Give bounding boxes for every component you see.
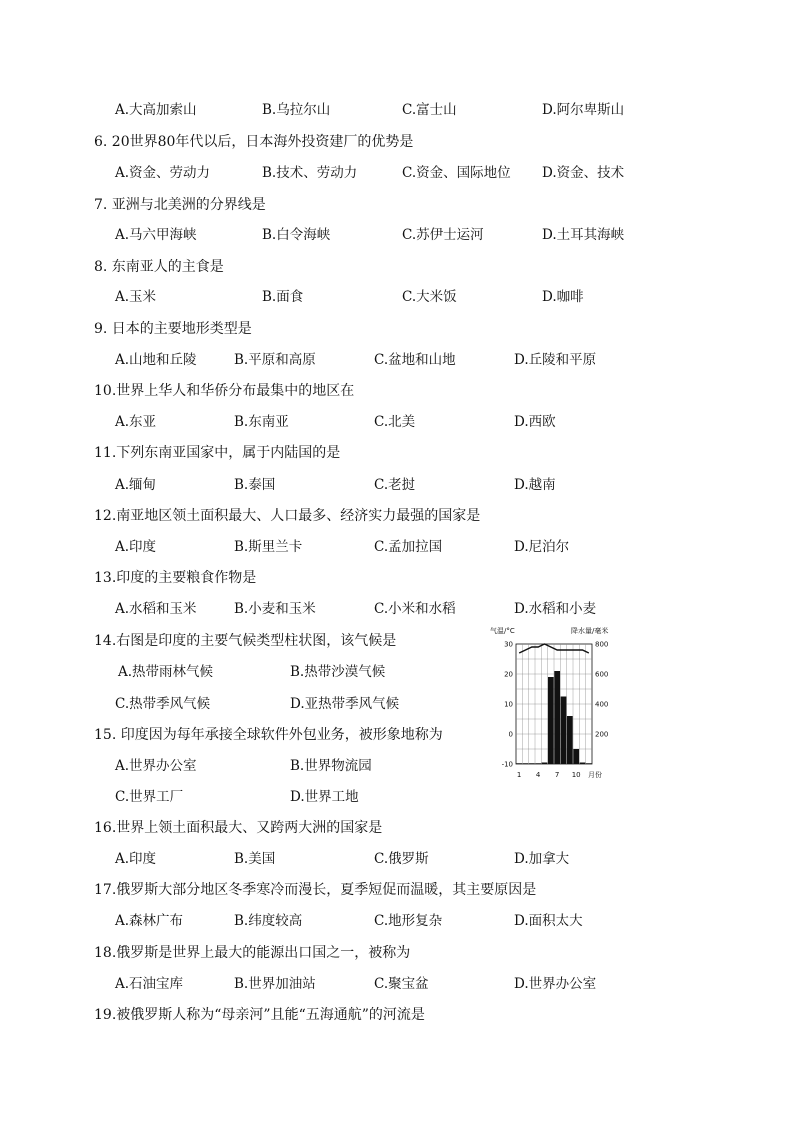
- precipitation-bar: [529, 763, 535, 764]
- q7-option-a: A.马六甲海峡: [115, 227, 197, 243]
- q10-option-b: B.东南亚: [234, 414, 289, 430]
- temperature-tick-label: 20: [504, 670, 513, 679]
- q6-option-c: C.资金、国际地位: [402, 165, 511, 181]
- q5-option-b: B.乌拉尔山: [262, 102, 331, 118]
- question-19-stem: 19.被俄罗斯人称为“母亲河”且能“五海通航”的河流是: [94, 1007, 425, 1023]
- q10-option-a: A.东亚: [115, 414, 157, 430]
- q16-option-d: D.加拿大: [514, 851, 570, 867]
- q8-option-d: D.咖啡: [542, 289, 584, 305]
- question-16-stem: 16.世界上领土面积最大、又跨两大洲的国家是: [94, 820, 383, 836]
- q6-option-d: D.资金、技术: [542, 165, 625, 181]
- q14-option-a: A.热带雨林气候: [118, 664, 214, 680]
- question-18-stem: 18.俄罗斯是世界上最大的能源出口国之一，被称为: [94, 945, 411, 961]
- precipitation-bar: [586, 763, 592, 764]
- temperature-tick-label: 10: [504, 700, 513, 709]
- q11-option-a: A.缅甸: [115, 477, 157, 493]
- question-13-stem: 13.印度的主要粮食作物是: [94, 570, 257, 586]
- q15-option-d: D.世界工地: [290, 789, 359, 805]
- precipitation-bar: [573, 749, 579, 764]
- q12-option-d: D.尼泊尔: [514, 539, 570, 555]
- q18-option-c: C.聚宝盆: [374, 976, 429, 992]
- q13-option-b: B.小麦和玉米: [234, 601, 316, 617]
- q7-option-b: B.白令海峡: [262, 227, 331, 243]
- q9-option-b: B.平原和高原: [234, 352, 316, 368]
- q6-option-a: A.资金、劳动力: [115, 165, 211, 181]
- q9-option-d: D.丘陵和平原: [514, 352, 597, 368]
- q5-option-d: D.阿尔卑斯山: [542, 102, 625, 118]
- precipitation-bar: [535, 763, 541, 764]
- q12-option-c: C.孟加拉国: [374, 539, 443, 555]
- precipitation-bar: [523, 763, 529, 764]
- q18-option-a: A.石油宝库: [115, 976, 184, 992]
- q16-option-c: C.俄罗斯: [374, 851, 429, 867]
- precipitation-bar: [567, 716, 573, 764]
- q14-option-c: C.热带季风气候: [115, 696, 211, 712]
- q10-option-d: D.西欧: [514, 414, 556, 430]
- q16-option-a: A.印度: [115, 851, 157, 867]
- month-tick-label: 10: [571, 771, 581, 779]
- chart-grid: [516, 644, 592, 764]
- question-14-stem: 14.右图是印度的主要气候类型柱状图，该气候是: [94, 633, 397, 649]
- climate-chart: [488, 624, 618, 784]
- q18-option-b: B.世界加油站: [234, 976, 316, 992]
- q7-option-d: D.土耳其海峡: [542, 227, 625, 243]
- q17-option-d: D.面积太大: [514, 913, 583, 929]
- q11-option-d: D.越南: [514, 477, 556, 493]
- q13-option-c: C.小米和水稻: [374, 601, 456, 617]
- q17-option-c: C.地形复杂: [374, 913, 443, 929]
- question-10-stem: 10.世界上华人和华侨分布最集中的地区在: [94, 383, 355, 399]
- q9-option-a: A.山地和丘陵: [115, 352, 197, 368]
- question-8-stem: 8. 东南亚人的主食是: [94, 259, 224, 275]
- question-12-stem: 12.南亚地区领土面积最大、人口最多、经济实力最强的国家是: [94, 508, 481, 524]
- q15-option-b: B.世界物流园: [290, 758, 372, 774]
- q13-option-a: A.水稻和玉米: [115, 601, 197, 617]
- precipitation-bar: [542, 763, 548, 765]
- q5-option-a: A.大高加索山: [115, 102, 197, 118]
- q15-option-a: A.世界办公室: [115, 758, 197, 774]
- precipitation-tick-label: 400: [595, 700, 609, 709]
- q14-option-b: B.热带沙漠气候: [290, 664, 386, 680]
- q8-option-a: A.玉米: [115, 289, 157, 305]
- q7-option-c: C.苏伊士运河: [402, 227, 484, 243]
- q17-option-b: B.纬度较高: [234, 913, 303, 929]
- q14-option-d: D.亚热带季风气候: [290, 696, 400, 712]
- q18-option-d: D.世界办公室: [514, 976, 597, 992]
- q16-option-b: B.美国: [234, 851, 276, 867]
- temperature-tick-label: 0: [508, 730, 513, 739]
- q11-option-c: C.老挝: [374, 477, 416, 493]
- q9-option-c: C.盆地和山地: [374, 352, 456, 368]
- temperature-tick-label: -10: [501, 760, 513, 769]
- q6-option-b: B.技术、劳动力: [262, 165, 358, 181]
- precipitation-tick-label: 600: [595, 670, 609, 679]
- question-11-stem: 11.下列东南亚国家中，属于内陆国的是: [94, 445, 341, 461]
- precipitation-bar: [561, 697, 567, 765]
- precipitation-bar: [516, 763, 522, 764]
- question-6-stem: 6. 20世界80年代以后，日本海外投资建厂的优势是: [94, 134, 414, 150]
- temperature-tick-label: 30: [504, 640, 513, 649]
- month-axis-label: 月份: [588, 771, 602, 779]
- precipitation-tick-label: 200: [595, 730, 609, 739]
- q13-option-d: D.水稻和小麦: [514, 601, 597, 617]
- precipitation-bar: [554, 671, 560, 764]
- month-tick-label: 7: [554, 771, 560, 779]
- q10-option-c: C.北美: [374, 414, 416, 430]
- question-9-stem: 9. 日本的主要地形类型是: [94, 321, 252, 337]
- q15-option-c: C.世界工厂: [115, 789, 184, 805]
- q11-option-b: B.泰国: [234, 477, 276, 493]
- q5-option-c: C.富士山: [402, 102, 457, 118]
- precipitation-bar: [580, 763, 586, 765]
- month-tick-label: 4: [535, 771, 541, 779]
- q12-option-b: B.斯里兰卡: [234, 539, 303, 555]
- question-15-stem: 15. 印度因为每年承接全球软件外包业务，被形象地称为: [94, 727, 443, 743]
- precipitation-axis-label: 降水量/毫米: [571, 627, 609, 635]
- q8-option-c: C.大米饭: [402, 289, 457, 305]
- q12-option-a: A.印度: [115, 539, 157, 555]
- q8-option-b: B.面食: [262, 289, 304, 305]
- precipitation-tick-label: 800: [595, 640, 609, 649]
- question-7-stem: 7. 亚洲与北美洲的分界线是: [94, 197, 266, 213]
- question-17-stem: 17.俄罗斯大部分地区冬季寒冷而漫长，夏季短促而温暖，其主要原因是: [94, 882, 537, 898]
- month-tick-label: 1: [516, 771, 522, 779]
- temperature-axis-label: 气温/°C: [490, 627, 515, 635]
- q17-option-a: A.森林广布: [115, 913, 184, 929]
- precipitation-bar: [548, 677, 554, 764]
